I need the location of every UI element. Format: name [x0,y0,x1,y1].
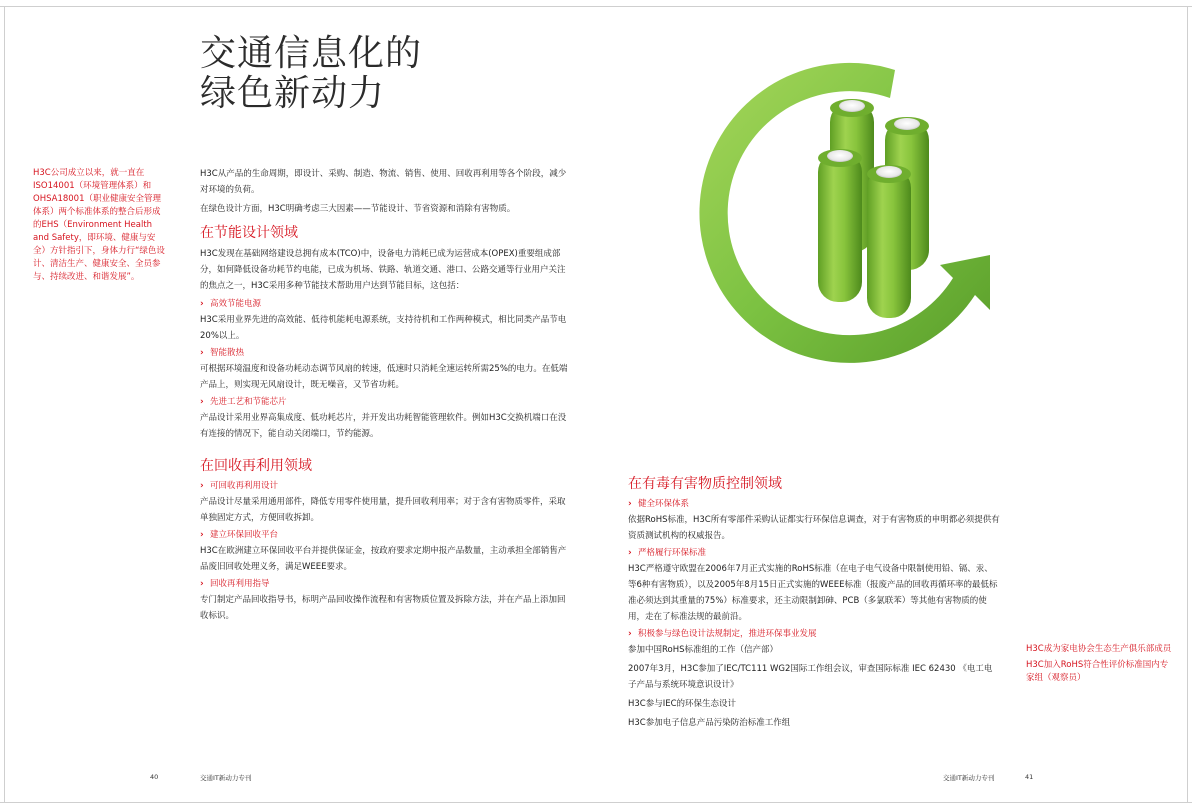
chevron-right-icon: › [628,548,632,558]
energy-intro: H3C发现在基础网络建设总拥有成本(TCO)中，设备电力消耗已成为运营成本(OPEX)重要组成部分，如何降低设备功耗节约电能，已成为机场、铁路、轨道交通、港口、公路交通等行业用户关注的焦点之一，H3C采用多种节能技术帮助用户达到节能目标，这包括： [200,249,566,291]
hazard-item-text-1: 依据RoHS标准，H3C所有零部件采购认证都实行环保信息调查，对于有害物质的申明都必须提供有资质测试机构的权威报告。 [628,515,1000,541]
recycle-item-label-2: 建立环保回收平台 [210,530,279,540]
frame-line-top [0,6,1192,7]
hazard-item-label-1: 健全环保体系 [638,499,690,509]
energy-item-text-1: H3C采用业界先进的高效能、低待机能耗电源系统，支持待机和工作两种模式，相比同类产品节电20%以上。 [200,315,567,341]
chevron-right-icon: › [628,629,632,639]
energy-item-heading-1 [200,297,568,311]
hazard-list-item-3: H3C参与IEC的环保生态设计 [628,699,737,709]
page-title-line-2: 绿色新动力 [200,73,386,114]
frame-line-left [4,6,5,803]
chevron-right-icon: › [200,348,204,358]
left-page-number: 40 [150,773,159,781]
left-sidenote: H3C公司成立以来，就一直在ISO14001（环境管理体系）和OHSA18001（职业健康安全管理体系）两个标准体系的整合后形成的EHS（Environment Health and Safety，即环境、健康与安全）方针指引下，身体力行“绿色设计、清洁生产、健康安全、全员参与、持续改进、和谐发展”。 [33,168,165,282]
hazard-heading: 在有毒有害物质控制领域 [628,476,782,492]
energy-item-text-2: 可根据环境温度和设备功耗动态调节风扇的转速，低速时只消耗全速运转所需25%的电力。在低端产品上，则实现无风扇设计，既无噪音，又节省功耗。 [200,364,568,390]
chevron-right-icon: › [200,579,204,589]
hazard-item-heading-3 [628,627,1000,641]
energy-item-label-3: 先进工艺和节能芯片 [210,397,287,407]
hazard-item-heading-1 [628,497,1000,511]
hazard-item-heading-2 [628,546,1000,560]
recycle-item-heading-3 [200,577,568,591]
right-column [628,468,1000,734]
recycle-item-heading-2 [200,528,568,542]
left-footer-title: 交通IT新动力专刊 [200,774,252,782]
energy-heading: 在节能设计领域 [200,225,298,241]
energy-item-label-1: 高效节能电源 [210,299,262,309]
right-sidenote-2: H3C加入RoHS符合性评价标准国内专家组（观察员） [1026,660,1169,683]
right-page-number: 41 [1025,773,1034,781]
frame-line-bottom [0,802,1192,803]
intro-paragraph-2: 在绿色设计方面，H3C明确考虑三大因素——节能设计、节省资源和消除有害物质。 [200,204,516,214]
energy-item-label-2: 智能散热 [210,348,245,358]
battery-front-right [867,165,911,318]
recycle-item-text-1: 产品设计尽量采用通用部件，降低专用零件使用量，提升回收利用率；对于含有害物质零件，采取单独固定方式，方便回收拆卸。 [200,497,566,523]
chevron-right-icon: › [200,481,204,491]
hazard-list-item-2: 2007年3月，H3C参加了IEC/TC111 WG2国际工作组会议，审查国际标准 IEC 62430 《电工电子产品与系统环境意识设计》 [628,664,993,690]
hazard-item-label-2: 严格履行环保标准 [638,548,707,558]
battery-front-left [818,149,862,302]
hazard-list-item-1: 参加中国RoHS标准组的工作（信产部） [628,645,779,655]
energy-item-heading-3 [200,395,568,409]
page-title [200,34,422,114]
right-sidenote-1: H3C成为家电协会生态生产俱乐部成员 [1026,644,1172,654]
recycle-item-text-3: 专门制定产品回收指导书，标明产品回收操作流程和有害物质位置及拆除方法，并在产品上添加回收标识。 [200,595,566,621]
energy-item-text-3: 产品设计采用业界高集成度、低功耗芯片，并开发出功耗智能管理软件。例如H3C交换机端口在没有连接的情况下，能自动关闭端口，节约能源。 [200,413,567,439]
chevron-right-icon: › [200,530,204,540]
hazard-item-label-3: 积极参与绿色设计法规制定，推进环保事业发展 [638,629,817,639]
right-footer-title: 交通IT新动力专刊 [943,774,995,782]
recycle-item-label-1: 可回收再利用设计 [210,481,279,491]
energy-item-heading-2 [200,346,568,360]
chevron-right-icon: › [628,499,632,509]
hazard-list-item-4: H3C参加电子信息产品污染防治标准工作组 [628,718,791,728]
intro-paragraph-1: H3C从产品的生命周期，即设计、采购、制造、物流、销售、使用、回收再利用等各个阶段，减少对环境的负荷。 [200,169,567,195]
frame-line-right [1187,6,1188,803]
chevron-right-icon: › [200,299,204,309]
chevron-right-icon: › [200,397,204,407]
right-sidenote [1026,643,1174,688]
green-batteries-illustration [690,40,1020,440]
left-column [200,166,568,626]
recycle-item-label-3: 回收再利用指导 [210,579,270,589]
recycle-item-heading-1 [200,479,568,493]
hazard-list [628,642,1000,731]
recycle-item-text-2: H3C在欧洲建立环保回收平台并提供保证金，按政府要求定期申报产品数量，主动承担全部销售产品废旧回收处理义务，满足WEEE要求。 [200,546,567,572]
hazard-item-text-2: H3C严格遵守欧盟在2006年7月正式实施的RoHS标准（在电子电气设备中限制使用铅、镉、汞、等6种有害物质），以及2005年8月15日正式实施的WEEE标准（报废产品的回收再循环率的最低标准必须达到其重量的75%）标准要求，还主动限制卸砷、PCB（多氯联苯）等其他有害物质的使用，走在了标准法规的最前沿。 [628,564,998,622]
recycle-heading: 在回收再利用领域 [200,458,312,474]
page-title-line-1: 交通信息化的 [200,33,423,74]
